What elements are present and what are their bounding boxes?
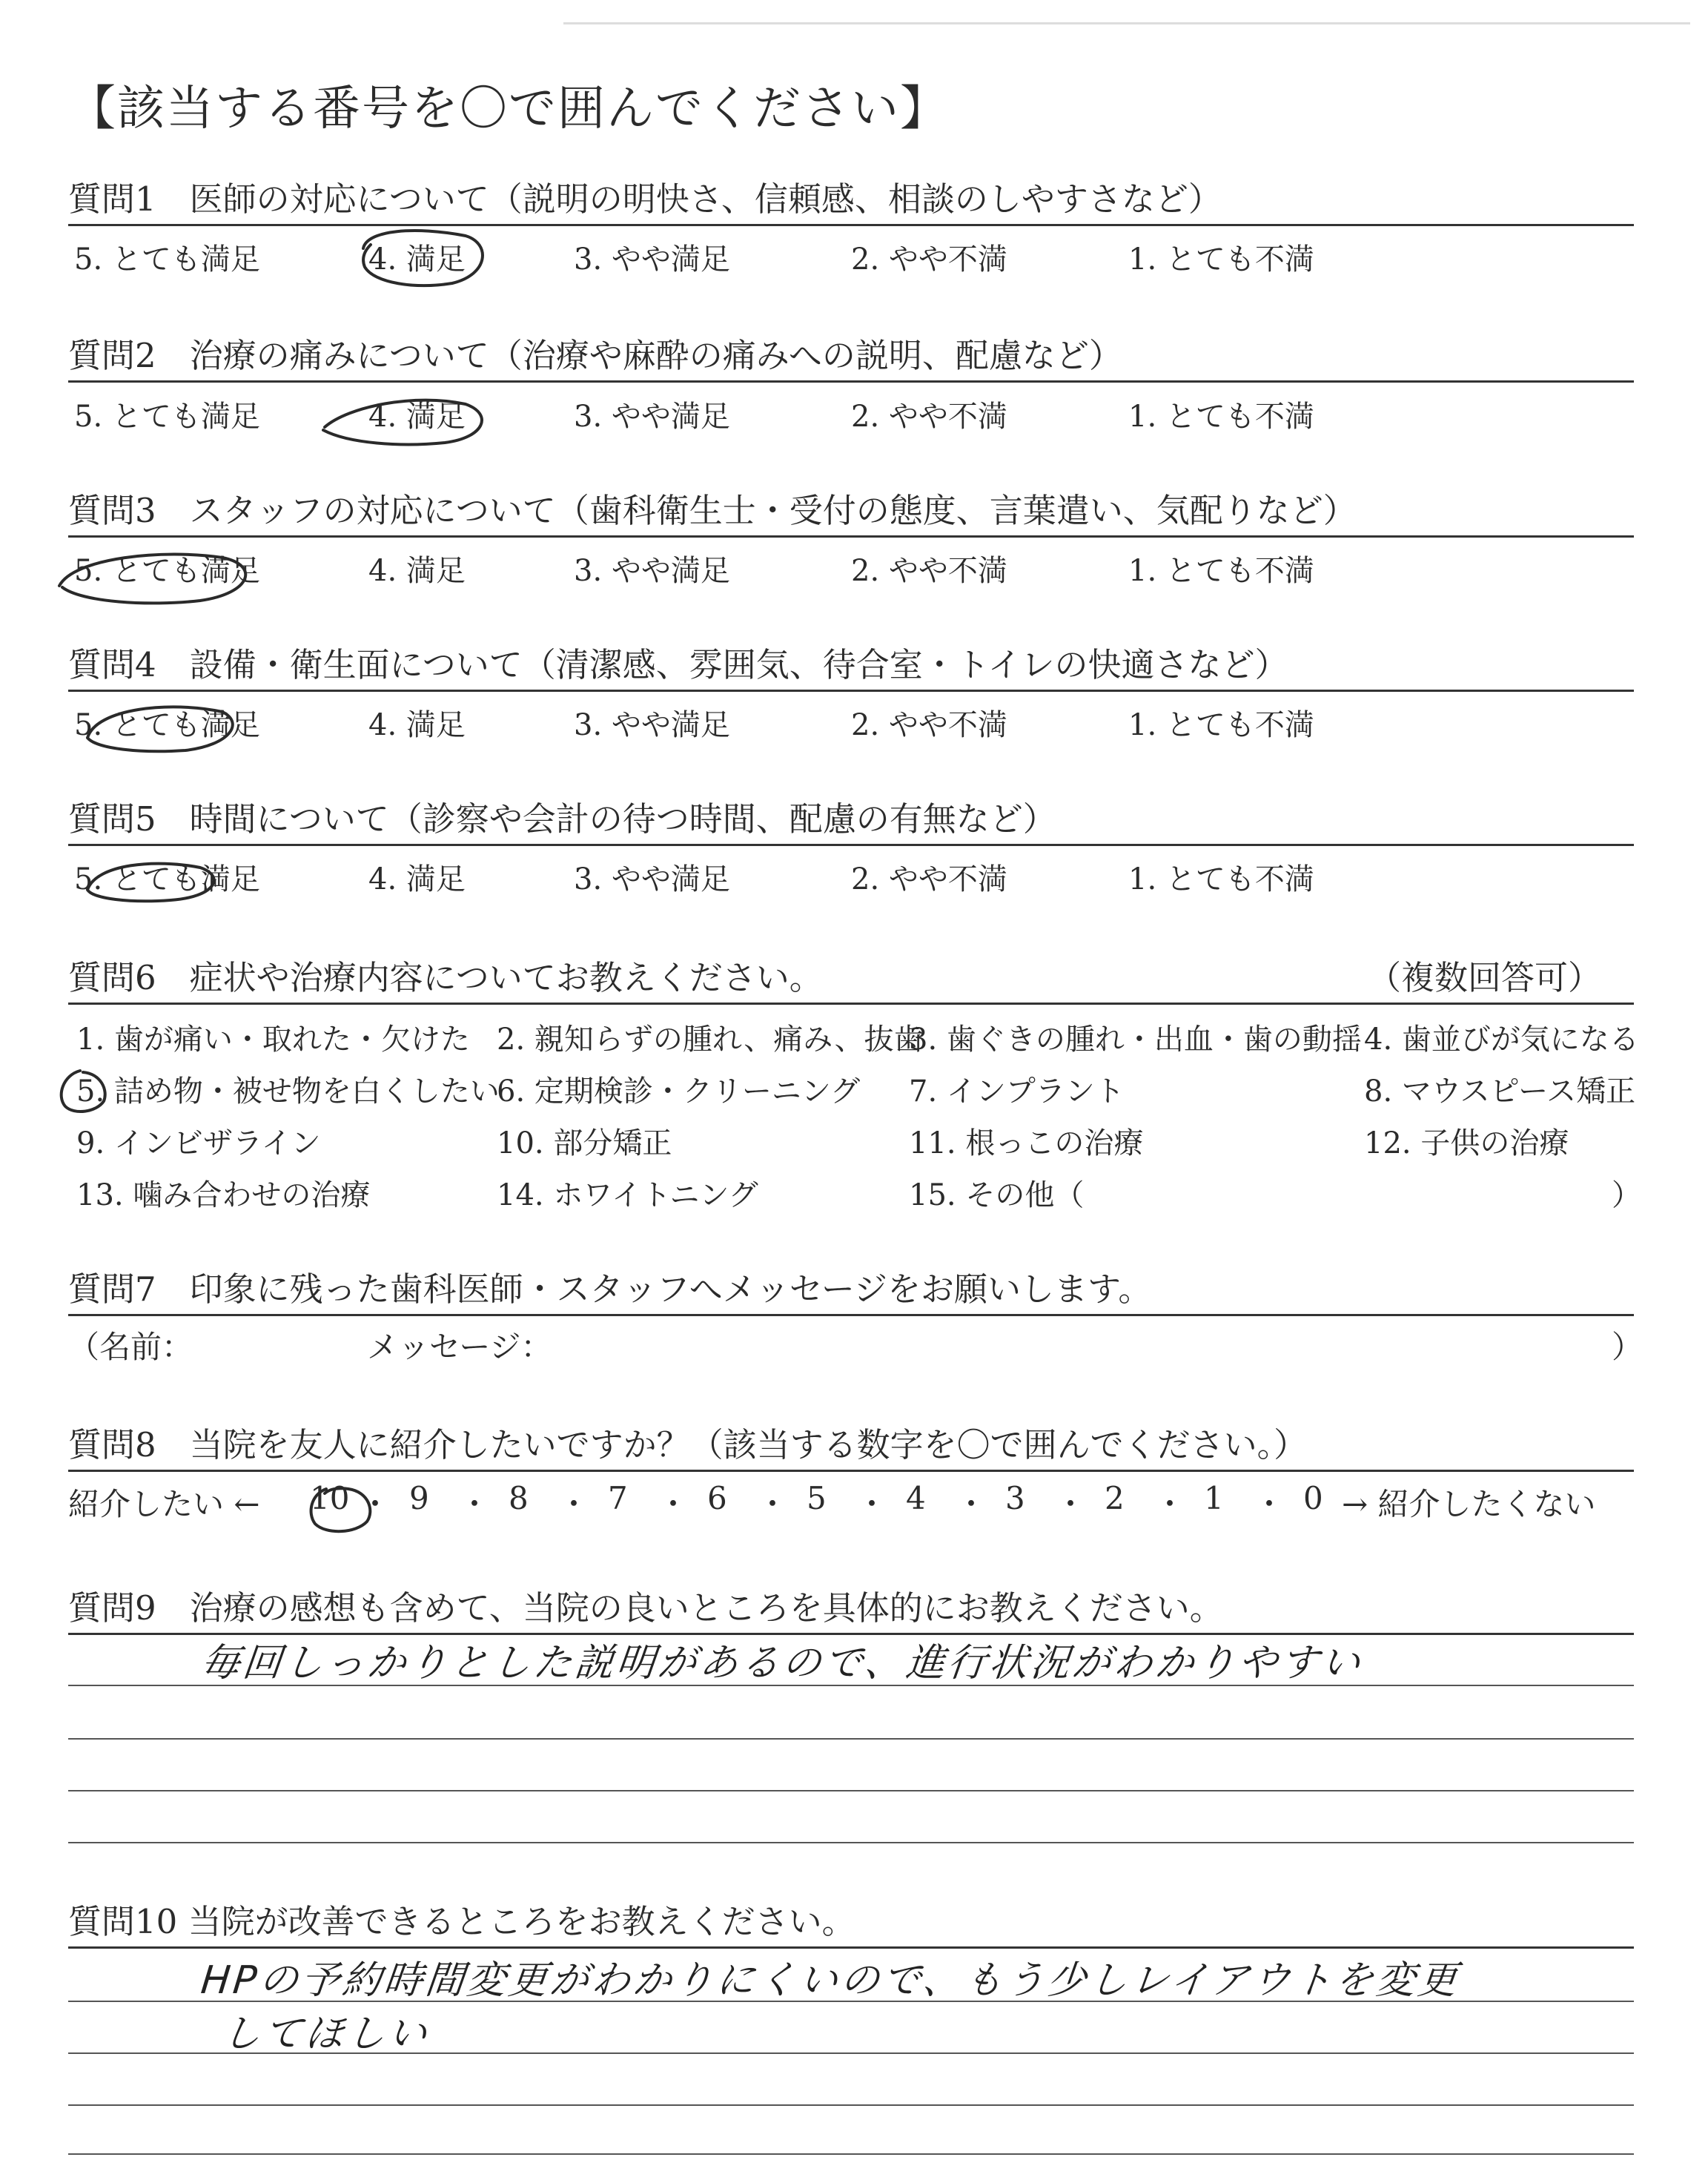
- q7-message-label: メッセージ：: [367, 1329, 552, 1365]
- q3-option-5[interactable]: 5. とても満足: [74, 554, 260, 588]
- question-1-title: 質問1 医師の対応について（説明の明快さ、信頼感、相談のしやすさなど）: [68, 179, 1222, 219]
- question-8-rule: [68, 1470, 1634, 1472]
- q7-close-paren: ）: [1612, 1329, 1644, 1365]
- q8-scale-value-1[interactable]: 1: [1204, 1480, 1224, 1516]
- question-5-title: 質問5 時間について（診察や会計の待つ時間、配慮の有無など）: [68, 799, 1056, 839]
- question-3-title: 質問3 スタッフの対応について（歯科衛生士・受付の態度、言葉遣い、気配りなど）: [68, 491, 1357, 530]
- q8-scale-separator: ・: [658, 1486, 689, 1522]
- page-heading: 【該当する番号を〇で囲んでください】: [68, 82, 949, 136]
- q9-answer-line-2: [68, 1738, 1634, 1740]
- q6-item-9[interactable]: 9. インビザライン: [76, 1126, 321, 1160]
- q8-scale-value-8[interactable]: 8: [509, 1480, 529, 1516]
- q8-scale-separator: ・: [558, 1486, 590, 1522]
- question-6-title: 質問6 症状や治療内容についてお教えください。: [68, 958, 823, 997]
- scan-edge-line: [563, 22, 1690, 24]
- q8-scale-value-5[interactable]: 5: [807, 1480, 827, 1516]
- q9-answer-line-4: [68, 1842, 1634, 1843]
- q3-option-4[interactable]: 4. 満足: [368, 554, 466, 588]
- question-5-rule: [68, 844, 1634, 846]
- q5-option-3[interactable]: 3. やや満足: [574, 862, 730, 896]
- q8-scale-separator: ・: [856, 1486, 888, 1522]
- question-6-note: （複数回答可）: [1368, 958, 1602, 997]
- q1-option-2[interactable]: 2. やや不満: [851, 242, 1007, 277]
- q1-option-4[interactable]: 4. 満足: [368, 242, 466, 277]
- q5-option-2[interactable]: 2. やや不満: [851, 862, 1007, 896]
- q3-option-3[interactable]: 3. やや満足: [574, 554, 730, 588]
- q6-item-11[interactable]: 11. 根っこの治療: [909, 1126, 1144, 1160]
- question-6-rule: [68, 1003, 1634, 1005]
- q4-option-1[interactable]: 1. とても不満: [1128, 708, 1314, 742]
- q1-option-5[interactable]: 5. とても満足: [74, 242, 260, 277]
- q8-scale-value-4[interactable]: 4: [906, 1480, 926, 1516]
- question-4-title: 質問4 設備・衛生面について（清潔感、雰囲気、待合室・トイレの快適さなど）: [68, 645, 1288, 684]
- q8-scale-value-7[interactable]: 7: [608, 1480, 628, 1516]
- q6-item-6[interactable]: 6. 定期検診・クリーニング: [497, 1074, 861, 1109]
- q9-answer-line-3: [68, 1790, 1634, 1791]
- q8-scale-separator: ・: [360, 1486, 391, 1522]
- q8-scale-value-10[interactable]: 10: [310, 1480, 350, 1516]
- question-7-rule: [68, 1314, 1634, 1316]
- q2-option-3[interactable]: 3. やや満足: [574, 400, 730, 434]
- q6-item-3[interactable]: 3. 歯ぐきの腫れ・出血・歯の動揺: [909, 1023, 1362, 1057]
- question-2-rule: [68, 380, 1634, 383]
- q10-handwritten-answer-2: してほしい: [219, 2012, 432, 2056]
- q7-name-label: （名前：: [68, 1329, 193, 1365]
- q2-option-2[interactable]: 2. やや不満: [851, 400, 1007, 434]
- q1-option-1[interactable]: 1. とても不満: [1128, 242, 1314, 277]
- q6-item-5[interactable]: 5. 詰め物・被せ物を白くしたい: [76, 1074, 500, 1109]
- q9-handwritten-answer-1: 毎回しっかりとした説明があるので、進行状況がわかりやすい: [199, 1641, 1366, 1685]
- q10-handwritten-answer-1: HPの予約時間変更がわかりにくいので、もう少しレイアウトを変更: [199, 1958, 1462, 2003]
- q6-item-4[interactable]: 4. 歯並びが気になる: [1364, 1023, 1639, 1057]
- q6-item-12[interactable]: 12. 子供の治療: [1364, 1126, 1569, 1160]
- q6-item-13[interactable]: 13. 噛み合わせの治療: [76, 1178, 371, 1212]
- q4-option-5[interactable]: 5. とても満足: [74, 708, 260, 742]
- question-4-rule: [68, 690, 1634, 692]
- q8-scale-value-6[interactable]: 6: [707, 1480, 727, 1516]
- q2-option-4[interactable]: 4. 満足: [368, 400, 466, 434]
- q8-scale-value-2[interactable]: 2: [1105, 1480, 1125, 1516]
- question-2-title: 質問2 治療の痛みについて（治療や麻酔の痛みへの説明、配慮など）: [68, 336, 1122, 375]
- q5-option-4[interactable]: 4. 満足: [368, 862, 466, 896]
- q6-item-15-close-paren: ）: [1612, 1178, 1641, 1212]
- q8-scale-separator: ・: [459, 1486, 491, 1522]
- question-1-rule: [68, 224, 1634, 226]
- q2-option-5[interactable]: 5. とても満足: [74, 400, 260, 434]
- question-7-title: 質問7 印象に残った歯科医師・スタッフへメッセージをお願いします。: [68, 1269, 1152, 1309]
- q8-scale-separator: ・: [1254, 1486, 1285, 1522]
- q6-item-8[interactable]: 8. マウスピース矯正: [1364, 1074, 1636, 1109]
- q8-scale-value-3[interactable]: 3: [1005, 1480, 1025, 1516]
- question-10-title: 質問10 当院が改善できるところをお教えください。: [68, 1902, 855, 1941]
- q2-option-1[interactable]: 1. とても不満: [1128, 400, 1314, 434]
- q3-option-2[interactable]: 2. やや不満: [851, 554, 1007, 588]
- q8-scale-value-9[interactable]: 9: [409, 1480, 429, 1516]
- q8-left-label: 紹介したい ←: [68, 1486, 260, 1522]
- q6-item-10[interactable]: 10. 部分矯正: [497, 1126, 672, 1160]
- q10-answer-line-3: [68, 2104, 1634, 2106]
- q5-option-1[interactable]: 1. とても不満: [1128, 862, 1314, 896]
- q8-right-label: → 紹介したくない: [1342, 1486, 1596, 1522]
- q10-answer-line-4: [68, 2153, 1634, 2155]
- q6-item-1[interactable]: 1. 歯が痛い・取れた・欠けた: [76, 1023, 470, 1057]
- q4-option-3[interactable]: 3. やや満足: [574, 708, 730, 742]
- q8-scale-separator: ・: [956, 1486, 987, 1522]
- q8-scale-value-0[interactable]: 0: [1303, 1480, 1323, 1516]
- question-3-rule: [68, 535, 1634, 538]
- q4-option-2[interactable]: 2. やや不満: [851, 708, 1007, 742]
- question-9-title: 質問9 治療の感想も含めて、当院の良いところを具体的にお教えください。: [68, 1588, 1223, 1628]
- q8-scale-separator: ・: [1055, 1486, 1087, 1522]
- q8-scale-separator: ・: [757, 1486, 789, 1522]
- q6-item-7[interactable]: 7. インプラント: [909, 1074, 1125, 1109]
- q5-option-5[interactable]: 5. とても満足: [74, 862, 260, 896]
- q8-scale-separator: ・: [1154, 1486, 1186, 1522]
- q4-option-4[interactable]: 4. 満足: [368, 708, 466, 742]
- q8-scale-row: [310, 1480, 1323, 1525]
- q1-option-3[interactable]: 3. やや満足: [574, 242, 730, 277]
- q6-item-14[interactable]: 14. ホワイトニング: [497, 1178, 758, 1212]
- q3-option-1[interactable]: 1. とても不満: [1128, 554, 1314, 588]
- question-8-title: 質問8 当院を友人に紹介したいですか？（該当する数字を〇で囲んでください。）: [68, 1425, 1308, 1464]
- q6-item-15[interactable]: 15. その他（: [909, 1178, 1085, 1212]
- q6-item-2[interactable]: 2. 親知らずの腫れ、痛み、抜歯: [497, 1023, 924, 1057]
